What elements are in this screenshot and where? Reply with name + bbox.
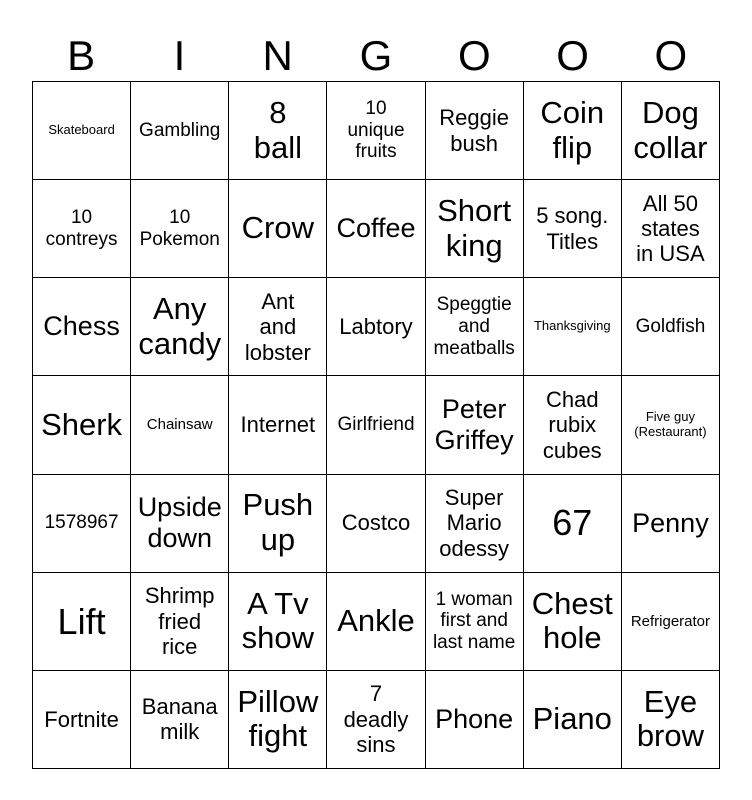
bingo-cell[interactable]: Push up bbox=[229, 475, 327, 573]
bingo-cell[interactable]: Goldfish bbox=[622, 278, 720, 376]
bingo-cell[interactable]: Fortnite bbox=[33, 671, 131, 769]
bingo-cell[interactable]: Upside down bbox=[131, 475, 229, 573]
bingo-cell[interactable]: Any candy bbox=[131, 278, 229, 376]
bingo-cell[interactable]: Speggtie and meatballs bbox=[426, 278, 524, 376]
bingo-cell[interactable]: Ant and lobster bbox=[229, 278, 327, 376]
header-letter: B bbox=[67, 32, 96, 79]
bingo-cell[interactable]: Shrimp fried rice bbox=[131, 573, 229, 671]
bingo-cell[interactable]: 5 song. Titles bbox=[524, 180, 622, 278]
bingo-cell[interactable]: 10 unique fruits bbox=[327, 82, 425, 180]
bingo-cell[interactable]: Chad rubix cubes bbox=[524, 376, 622, 474]
bingo-cell[interactable]: Five guy (Restaurant) bbox=[622, 376, 720, 474]
bingo-cell[interactable]: Short king bbox=[426, 180, 524, 278]
bingo-cell[interactable]: Thanksgiving bbox=[524, 278, 622, 376]
bingo-cell[interactable]: Labtory bbox=[327, 278, 425, 376]
header-letter: N bbox=[262, 32, 293, 79]
bingo-cell[interactable]: 10 Pokemon bbox=[131, 180, 229, 278]
header-letter: O bbox=[654, 32, 688, 79]
bingo-cell[interactable]: Refrigerator bbox=[622, 573, 720, 671]
bingo-cell[interactable]: 1 woman first and last name bbox=[426, 573, 524, 671]
header-letter: O bbox=[556, 32, 589, 79]
bingo-cell[interactable]: Chess bbox=[33, 278, 131, 376]
bingo-cell[interactable]: Penny bbox=[622, 475, 720, 573]
bingo-cell[interactable]: 10 contreys bbox=[33, 180, 131, 278]
bingo-grid bbox=[32, 81, 720, 769]
bingo-cell[interactable]: Skateboard bbox=[33, 82, 131, 180]
bingo-cell[interactable]: Peter Griffey bbox=[426, 376, 524, 474]
bingo-cell[interactable]: 1578967 bbox=[33, 475, 131, 573]
bingo-cell[interactable]: 67 bbox=[524, 475, 622, 573]
bingo-cell[interactable]: Costco bbox=[327, 475, 425, 573]
header-letter: O bbox=[457, 32, 491, 79]
header-letter: G bbox=[359, 32, 393, 79]
bingo-header bbox=[32, 30, 720, 82]
bingo-cell[interactable]: Crow bbox=[229, 180, 327, 278]
bingo-cell[interactable]: 7 deadly sins bbox=[327, 671, 425, 769]
bingo-cell[interactable]: Lift bbox=[33, 573, 131, 671]
bingo-cell[interactable]: Dog collar bbox=[622, 82, 720, 180]
bingo-cell[interactable]: Reggie bush bbox=[426, 82, 524, 180]
bingo-cell[interactable]: Super Mario odessy bbox=[426, 475, 524, 573]
bingo-cell[interactable]: Banana milk bbox=[131, 671, 229, 769]
bingo-cell[interactable]: Pillow fight bbox=[229, 671, 327, 769]
bingo-cell[interactable]: Coffee bbox=[327, 180, 425, 278]
bingo-cell[interactable]: Chainsaw bbox=[131, 376, 229, 474]
bingo-cell[interactable]: Girlfriend bbox=[327, 376, 425, 474]
bingo-cell[interactable]: Gambling bbox=[131, 82, 229, 180]
bingo-cell[interactable]: A Tv show bbox=[229, 573, 327, 671]
bingo-cell[interactable]: Ankle bbox=[327, 573, 425, 671]
bingo-cell[interactable]: Internet bbox=[229, 376, 327, 474]
bingo-cell[interactable]: Coin flip bbox=[524, 82, 622, 180]
bingo-cell[interactable]: Sherk bbox=[33, 376, 131, 474]
bingo-cell[interactable]: 8 ball bbox=[229, 82, 327, 180]
header-letter: I bbox=[173, 32, 186, 79]
bingo-cell[interactable]: All 50 states in USA bbox=[622, 180, 720, 278]
bingo-cell[interactable]: Eye brow bbox=[622, 671, 720, 769]
bingo-cell[interactable]: Piano bbox=[524, 671, 622, 769]
bingo-cell[interactable]: Chest hole bbox=[524, 573, 622, 671]
bingo-cell[interactable]: Phone bbox=[426, 671, 524, 769]
